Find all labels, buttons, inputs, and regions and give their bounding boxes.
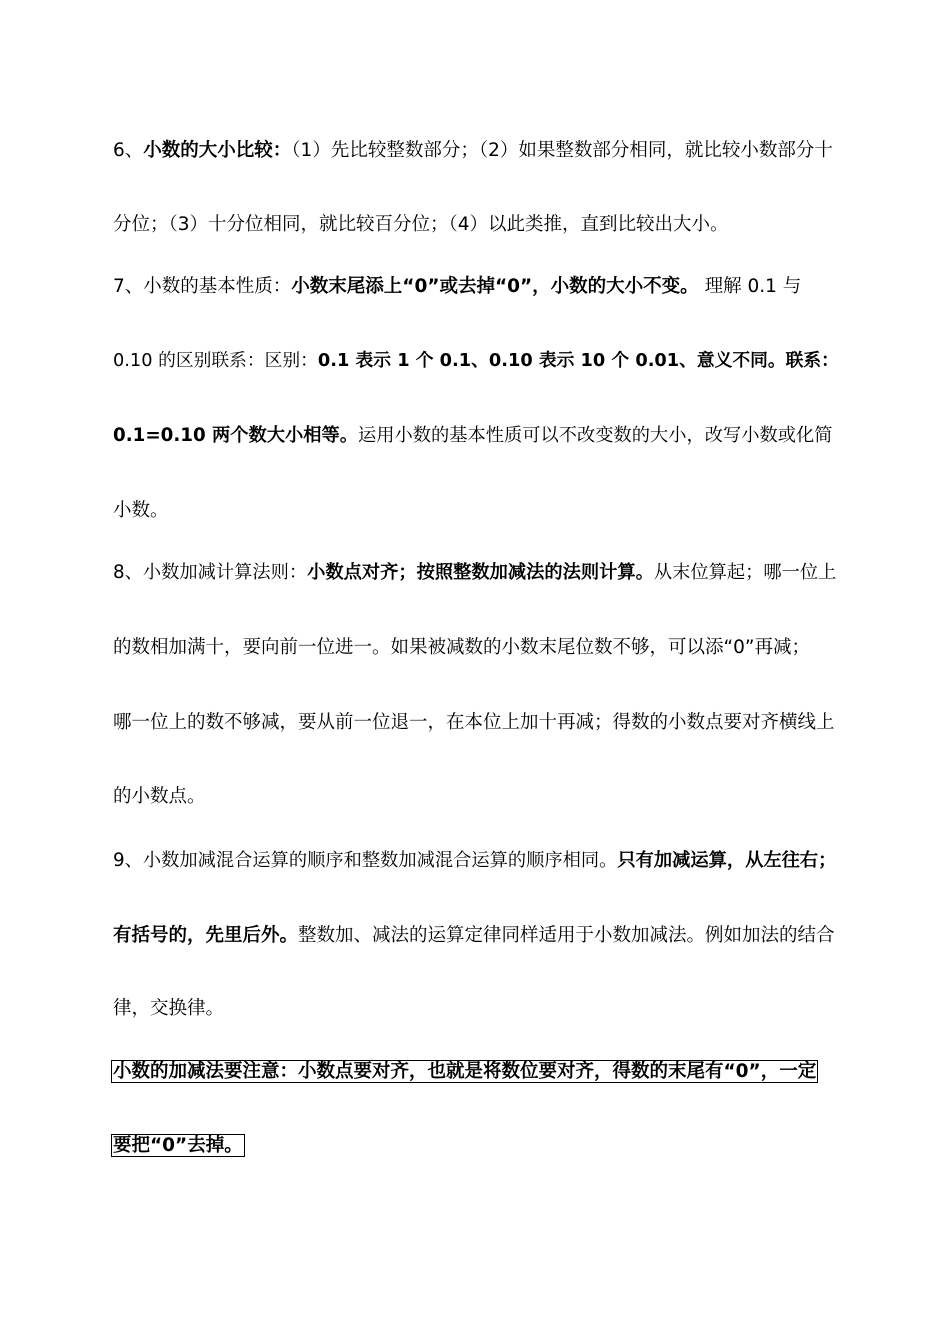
note-box: 要把“0”去掉。 — [113, 1135, 243, 1156]
s7-bold-text: 0.1=0.10 两个数大小相等。 — [113, 425, 359, 446]
s9-line-3: 律，交换律。 — [113, 998, 225, 1019]
s7-text: 理解 0.1 与 — [704, 276, 802, 297]
s7-text: 0.10 的区别联系：区别： — [113, 351, 318, 371]
s8-line-1 — [113, 561, 836, 585]
s8-heading: 8、小数加减计算法则： — [113, 562, 308, 583]
s8-text: 从末位算起；哪一位上 — [653, 562, 837, 583]
s9-line-1 — [113, 849, 836, 873]
s7-line-4: 小数。 — [113, 500, 169, 521]
s9-text: 9、小数加减混合运算的顺序和整数加减混合运算的顺序相同。 — [113, 850, 618, 871]
s7-rule: 小数末尾添上“0”或去掉“0”，小数的大小不变。 — [291, 276, 699, 297]
note-line-2 — [113, 1134, 245, 1158]
s8-line-3: 哪一位上的数不够减，要从前一位退一，在本位上加十再减；得数的小数点要对齐横线上 — [113, 712, 835, 733]
s7-text: 运用小数的基本性质可以不改变数的大小，改写小数或化简 — [358, 425, 833, 446]
s6-line-2: 分位；（3）十分位相同，就比较百分位；（4）以此类推，直到比较出大小。 — [113, 214, 729, 235]
s6-heading: 小数的大小比较： — [143, 140, 292, 161]
s7-heading: 7、小数的基本性质： — [113, 276, 292, 297]
s6-line-1 — [113, 139, 833, 163]
s8-rule: 小数点对齐；按照整数加减法的法则计算。 — [307, 562, 654, 583]
s9-line-2 — [113, 924, 835, 948]
note-line-1 — [113, 1060, 818, 1084]
s7-line-1 — [113, 275, 801, 299]
s9-bold-text: 只有加减运算，从左往右； — [617, 850, 837, 871]
s6-number: 6、 — [113, 140, 144, 161]
s8-line-4: 的小数点。 — [113, 786, 206, 807]
s9-bold-text: 有括号的，先里后外。 — [113, 925, 299, 946]
s6-text: （1）先比较整数部分；（2）如果整数部分相同，就比较小数部分十 — [291, 140, 833, 161]
s7-line-3 — [113, 424, 833, 448]
s7-line-2 — [113, 349, 839, 373]
s9-text: 整数加、减法的运算定律同样适用于小数加减法。例如加法的结合 — [298, 925, 835, 946]
s8-line-2: 的数相加满十，要向前一位进一。如果被减数的小数末尾位数不够，可以添“0”再减； — [113, 637, 810, 658]
s7-bold-text: 0.1 表示 1 个 0.1、0.10 表示 10 个 0.01、意义不同。联系： — [317, 351, 839, 371]
note-box: 小数的加减法要注意：小数点要对齐，也就是将数位要对齐，得数的末尾有“0”，一定 — [113, 1061, 817, 1082]
